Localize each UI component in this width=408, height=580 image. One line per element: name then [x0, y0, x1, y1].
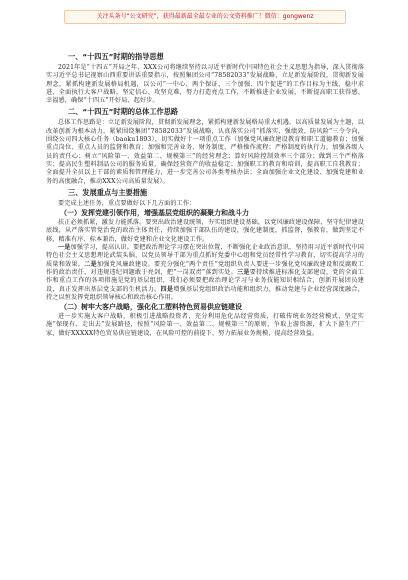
paragraph — [46, 244, 364, 302]
paragraph-text: 加强党风廉政建设。要充分强化“两个责任”党组织负责人要进一步强化党风廉政建设和反腐败工作的政治责任，对违规违纪问题敢于亮剑，把“一岗双责”落到实处。 — [46, 260, 364, 276]
lead-marker: 二是 — [84, 260, 97, 268]
paragraph: 总体工作思路是：立足新发展阶段，贯彻新发展理念，紧抓构建新发展格局重大机遇，以高质量发展为主题，以改革创新为根本动力，紧紧围绕集团“78582033”发展战略，认真落实公司“抓落实、强绩效、防风险”三令令向，围绕公司四大核心任务（baoku1893），切实做好十一项重点工作（加强党风廉政建设教育和职工道德教育；加强重点岗位、重点人员的监督和教育；加强和完善业务、财务制度，严格操作流程；严格制度的执行力，加强各级人员的责任心；树立“风险第一、效益第二、规模第三”的经营理念；算好风险控制效率三个部分；做到三个严格落实；提高民生塑料制品公司的服务质量，确保经营资产的收益稳定；加强职工的教育和培训，提高职工自我教育；全面提升全员以上干部的素质和管理能力，进一步完善公司各类考核办法；全面加强企业文化建设、加强党建和业务的高度融合，推动XXX公司高质量发展）。 — [46, 119, 364, 185]
lead-marker: 四是 — [160, 285, 174, 293]
lead-marker: 三是 — [237, 268, 250, 276]
promo-banner[interactable]: 关注头条号“公文研究”，获得最新最全最专业的公文资料推广！微信：gongwenz — [64, 10, 346, 24]
document-page — [46, 52, 364, 338]
subsection-heading-party-building: （一）发挥党建引领作用，增强基层党组织的凝聚力和战斗力 — [60, 209, 249, 218]
paragraph: 扶正必须抓紧，激发力能抓落。要突出政治建设统领，夯实组织建设基础，以党风廉政建设保障，坚守纪律建设底线，从严落实管党治党的政治主体责任，持续加强干部队伍的建设，强化建制度，抓监督，强教育，做到坚定不移、精准有序、标本兼治，做好党建和企业文化建设工作。 — [46, 219, 364, 243]
paragraph: 要完成上述任务，重点要做好以下几方面的工作： — [58, 199, 196, 207]
section-heading-overall-approach: 二、“十四五”时期的总体工作思路 — [68, 107, 179, 117]
paragraph-text: 要持续推进标准化支部建设，党的全面工作和重点工作的各项措施是党的基层组织，我们必须要把政治理论学习与业务技能知识相结合，创新开展团员建设，真正发挥出基层党支部的生机活力。 — [46, 268, 364, 293]
paragraph: 进一步实施大客户战略，积极引进战略投资者，充分利用危化品经营资质，打破传统业务经营模式，坚定实施“保现有、走出去”发展路径，按照“风险第一、效益第二、规模第三”的原则，争取上游资源，扩大下游生产厂家，做好XXXXX特色贸易供应链建设，在风险可控的前提下，努力拓展业务规模，提高经营效益。 — [46, 313, 364, 337]
paragraph-text: 增强基层党组织政治功能和组织力，推动党建与企业经营深度融合，持之以恒发挥党组织领导核心和政治核心作用。 — [46, 285, 365, 301]
section-heading-guiding-ideology: 一、“十四五”时期的指导思想 — [68, 52, 164, 61]
paragraph-text: 加强学习，提高认识。要把政治理论学习摆在突出位置，不断强化企业政治意识，坚持用习近平新时代中国特色社会主义思想理论武装头脑，以党员领导干部为重点抓好党委中心组和党员经常性学习教育，切实提高学习的质量和效果。 — [46, 244, 364, 268]
paragraph: 2021年是“十四五”开局之年，XXX公司将继续坚持以习近平新时代中国特色社会主义思想为指导，深入贯彻落实习近平总书记视察山西重要讲话重要指示，按照集团公司“78582033”发展战略，立足新发展阶段，贯彻新发展理念，紧抓构建新发展格局机遇，以公司“一中心、两个保证、三个加强、四个促进”的工作目标为主线，稳中求进、全面执行大客户战略，坚定信心、攻坚克难，努力打造亮点工作，不断推进企业发展，不断提高职工获得感、幸福感，确保“十四五”开好局、起好步。 — [46, 64, 364, 105]
section-heading-key-measures: 三、发展重点与主要措施 — [68, 187, 148, 197]
subsection-heading-major-client-strategy: （二）树牢大客户战略，强化化工塑料特色贸易供应链建设 — [60, 303, 242, 312]
lead-marker: 一是 — [58, 244, 71, 252]
